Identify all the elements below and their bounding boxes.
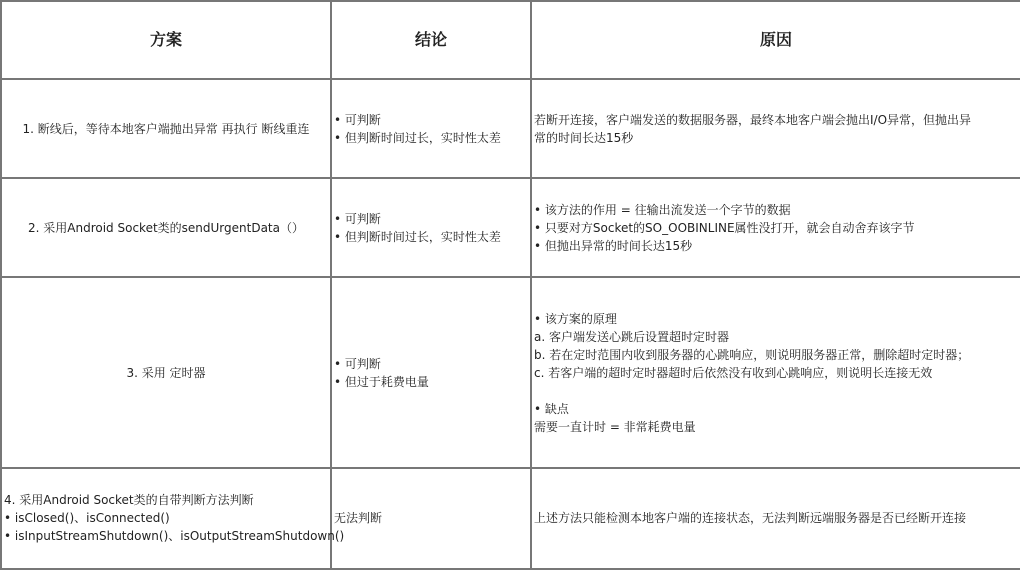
header-conclusion: 结论 [331, 1, 531, 79]
scheme-cell-line: 1. 断线后，等待本地客户端抛出异常 再执行 断线重连 [22, 121, 310, 136]
reason-cell-line [534, 382, 1018, 400]
conclusion-cell-line: • 但过于耗费电量 [334, 374, 429, 389]
reason-cell-line: c. 若客户端的超时定时器超时后依然没有收到心跳响应，则说明长连接无效 [534, 365, 933, 380]
conclusion-cell-line: • 可判断 [334, 356, 381, 371]
table-row [1, 277, 1020, 467]
scheme-cell-line: 2. 采用Android Socket类的sendUrgentData（） [28, 220, 304, 235]
conclusion-cell-line: • 但判断时间过长，实时性太差 [334, 130, 501, 145]
conclusion-cell [331, 277, 531, 467]
table-row [1, 468, 1020, 569]
reason-cell-line: 常的时间长达15秒 [534, 130, 634, 145]
reason-cell-line: • 但抛出异常的时间长达15秒 [534, 238, 693, 253]
scheme-cell [1, 178, 331, 277]
header-scheme: 方案 [1, 1, 331, 79]
header-reason: 原因 [531, 1, 1020, 79]
reason-cell [531, 468, 1020, 569]
scheme-cell-line: 3. 采用 定时器 [126, 365, 206, 380]
reason-cell [531, 178, 1020, 277]
conclusion-cell-line: • 可判断 [334, 211, 381, 226]
conclusion-cell [331, 79, 531, 178]
reason-cell-line: 上述方法只能检测本地客户端的连接状态，无法判断远端服务器是否已经断开连接 [534, 511, 967, 526]
conclusion-cell [331, 178, 531, 277]
scheme-cell-line: • isClosed()、isConnected() [4, 511, 170, 526]
scheme-cell [1, 277, 331, 467]
conclusion-cell-line: • 但判断时间过长，实时性太差 [334, 229, 501, 244]
conclusion-cell-line: 无法判断 [334, 511, 383, 526]
reason-cell-line: • 该方案的原理 [534, 311, 617, 326]
reason-cell-line: b. 若在定时范围内收到服务器的心跳响应，则说明服务器正常，删除超时定时器； [534, 347, 970, 362]
conclusion-cell [331, 468, 531, 569]
reason-cell-line: a. 客户端发送心跳后设置超时定时器 [534, 329, 729, 344]
reason-cell-line: 若断开连接，客户端发送的数据服务器，最终本地客户端会抛出I/O异常，但抛出异 [534, 112, 972, 127]
reason-cell [531, 277, 1020, 467]
scheme-cell-line: • isInputStreamShutdown()、isOutputStreamShutdown() [4, 529, 345, 544]
reason-cell-line: • 缺点 [534, 401, 569, 416]
scheme-cell [1, 468, 345, 569]
reason-cell-line: 需要一直计时 = 非常耗费电量 [534, 419, 696, 434]
reason-cell-line: • 只要对方Socket的SO_OOBINLINE属性没打开，就会自动舍弃该字节 [534, 220, 915, 235]
table-row [1, 79, 1020, 178]
reason-cell-line: • 该方法的作用 = 往输出流发送一个字节的数据 [534, 202, 791, 217]
scheme-cell-line: 4. 采用Android Socket类的自带判断方法判断 [4, 493, 254, 508]
table-row [1, 178, 1020, 277]
scheme-cell [1, 79, 331, 178]
conclusion-cell-line: • 可判断 [334, 112, 381, 127]
header-row [1, 1, 1020, 79]
reason-cell [531, 79, 1020, 178]
